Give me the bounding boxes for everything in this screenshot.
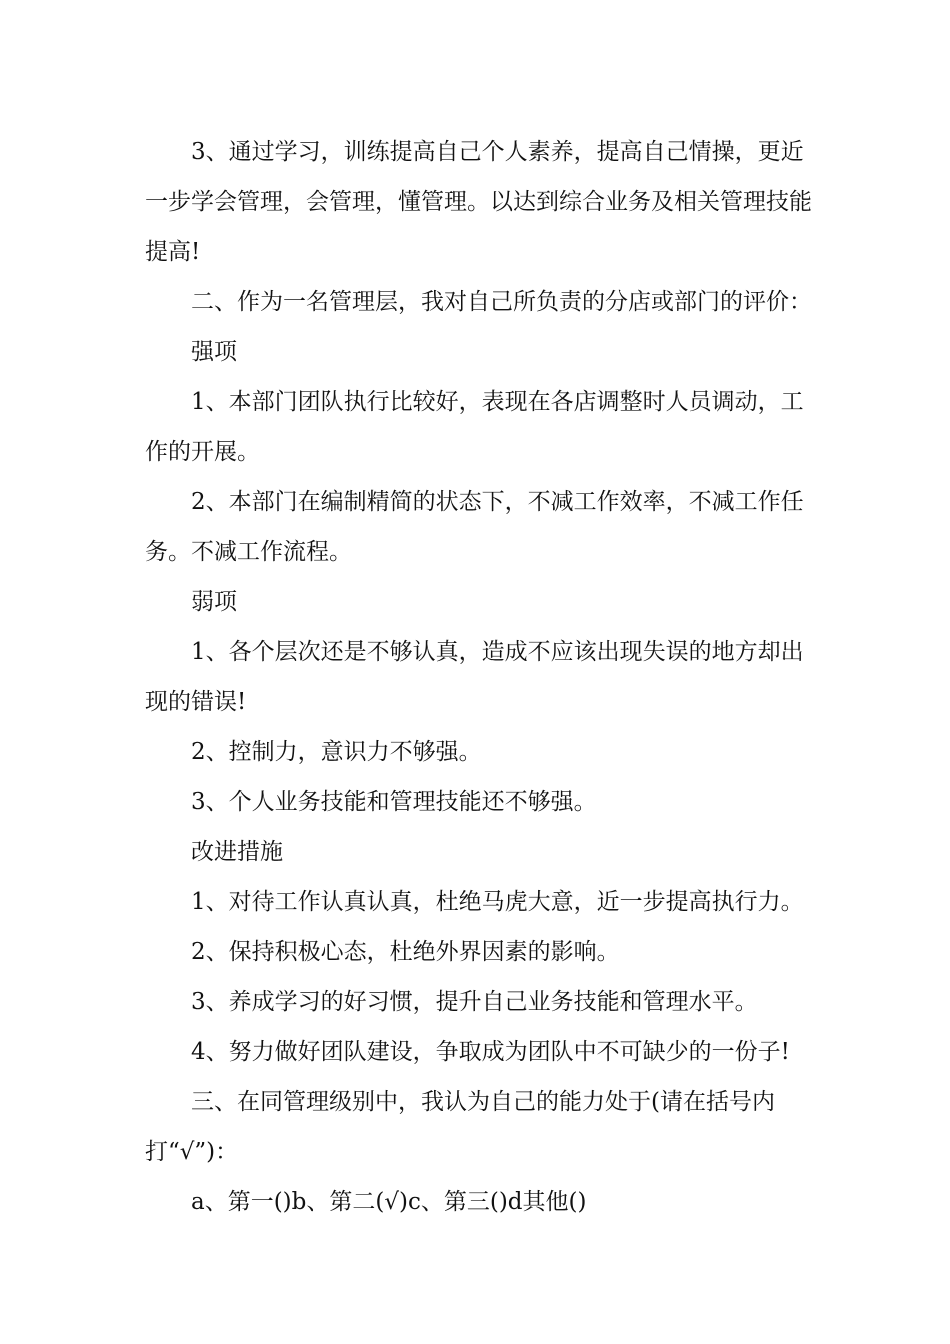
strength-item-1: 1、本部门团队执行比较好，表现在各店调整时人员调动，工作的开展。: [145, 389, 804, 465]
weakness-item-3: 3、个人业务技能和管理技能还不够强。: [191, 789, 597, 815]
subheading-weaknesses: 弱项: [191, 589, 237, 615]
weakness-item-1: 1、各个层次还是不够认真，造成不应该出现失误的地方却出现的错误!: [145, 639, 804, 715]
weakness-item-2: 2、控制力，意识力不够强。: [191, 739, 482, 765]
improvement-item-2: 2、保持积极心态，杜绝外界因素的影响。: [191, 939, 620, 965]
ability-rank-options: a、第一()b、第二(√)c、第三()d其他(): [191, 1189, 587, 1215]
subheading-strengths: 强项: [191, 339, 237, 365]
strength-item-2: 2、本部门在编制精简的状态下，不减工作效率，不减工作任务。不减工作流程。: [145, 489, 804, 565]
document-body: [145, 127, 825, 1227]
improvement-item-3: 3、养成学习的好习惯，提升自己业务技能和管理水平。: [191, 989, 758, 1015]
improvement-item-4: 4、努力做好团队建设，争取成为团队中不可缺少的一份子!: [191, 1039, 790, 1065]
subheading-improvements: 改进措施: [191, 839, 283, 865]
section-heading-ability-rank: 三、在同管理级别中，我认为自己的能力处于(请在括号内打“√”)：: [145, 1089, 775, 1165]
improvement-item-1: 1、对待工作认真认真，杜绝马虎大意，近一步提高执行力。: [191, 889, 804, 915]
section-heading-self-evaluation: 二、作为一名管理层，我对自己所负责的分店或部门的评价：: [191, 289, 812, 315]
paragraph-goal-3: 3、通过学习，训练提高自己个人素养，提高自己情操，更近一步学会管理，会管理，懂管理。以达到综合业务及相关管理技能提高!: [145, 139, 812, 265]
